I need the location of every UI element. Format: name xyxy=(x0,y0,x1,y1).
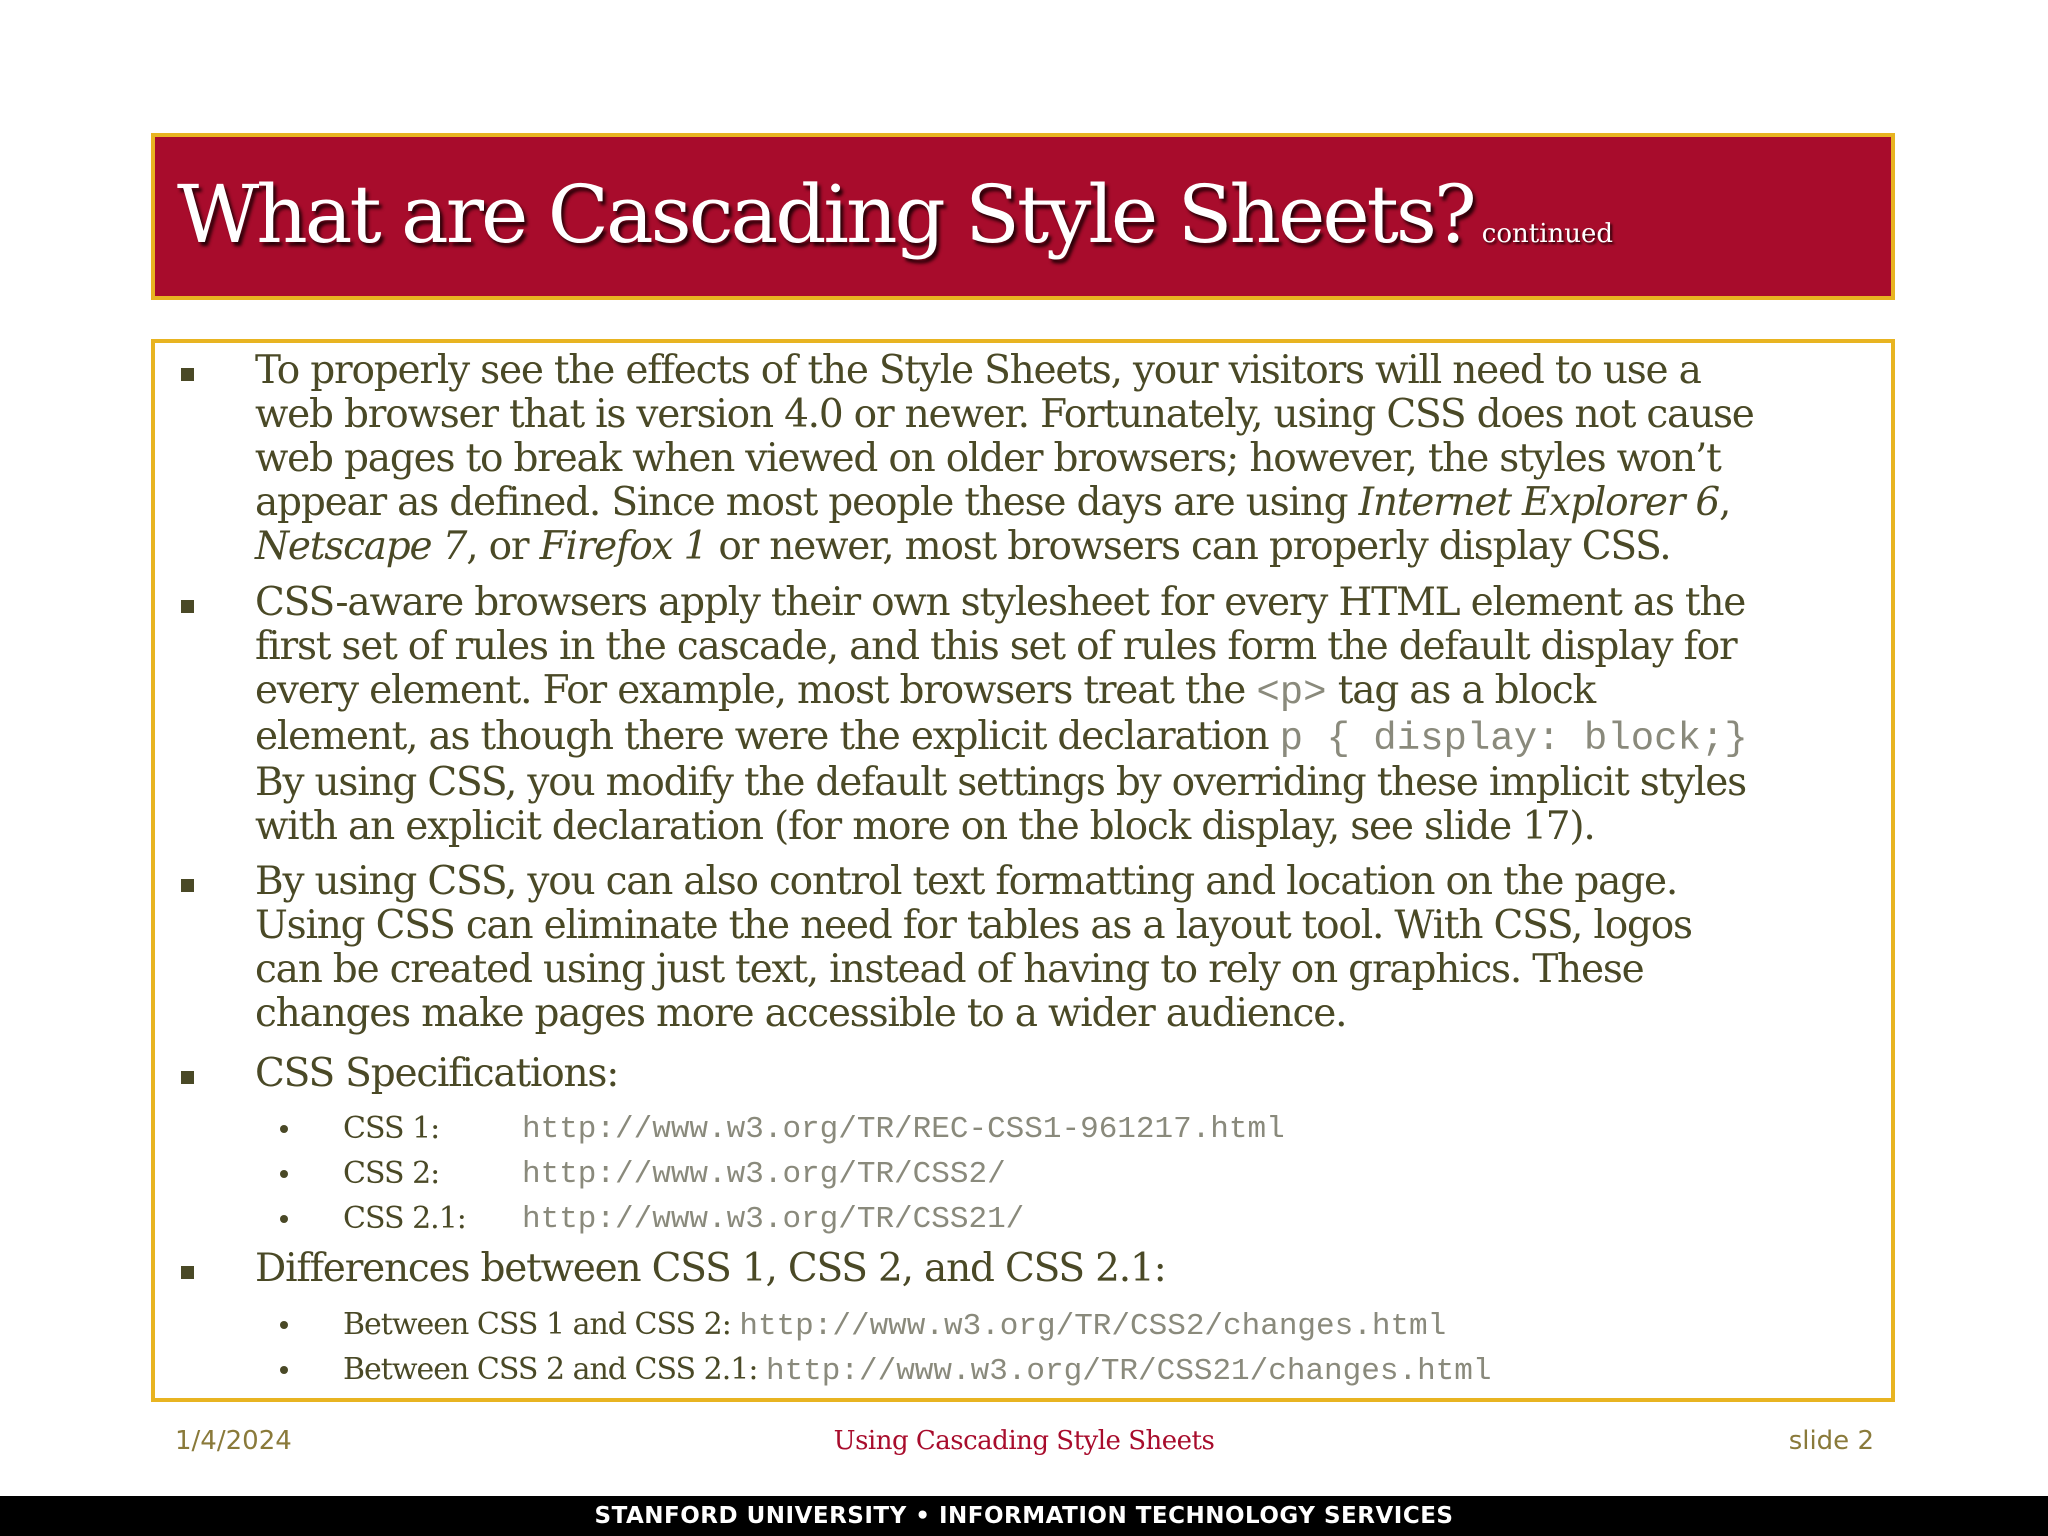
content-box xyxy=(151,339,1895,1402)
bullet-marker xyxy=(181,879,194,892)
paragraph-line xyxy=(255,393,1895,437)
code-snippet: <p> xyxy=(1256,671,1327,715)
paragraph-line xyxy=(255,625,1895,669)
slide-title xyxy=(177,168,1614,261)
spec-label: CSS 1: xyxy=(343,1111,440,1146)
code-snippet: p { display: block;} xyxy=(1279,717,1748,761)
paragraph-line xyxy=(255,805,1895,849)
text-run: element, as though there were the explicit declaration xyxy=(255,714,1280,759)
paragraph-line xyxy=(255,948,1895,992)
footer-presentation-title: Using Cascading Style Sheets xyxy=(833,1426,1215,1456)
text-run: To properly see the effects of the Style Sheets, your visitors will need to use a xyxy=(255,348,1701,393)
paragraph-line xyxy=(255,437,1895,481)
spec-url[interactable]: http://www.w3.org/TR/REC-CSS1-961217.html xyxy=(522,1112,1285,1147)
emphasized-text: Firefox 1 xyxy=(539,524,708,569)
spec-label: CSS 2.1: xyxy=(343,1201,466,1236)
sub-bullet-dot xyxy=(280,1366,288,1374)
difference-label: Between CSS 1 and CSS 2: xyxy=(343,1307,731,1342)
bullet-paragraph xyxy=(255,1247,1895,1291)
sub-bullet-dot xyxy=(280,1321,288,1329)
sub-bullet-dot xyxy=(280,1170,288,1178)
text-run: CSS Specifications: xyxy=(255,1051,619,1096)
sub-bullet-dot xyxy=(280,1215,288,1223)
difference-label: Between CSS 2 and CSS 2.1: xyxy=(343,1352,758,1387)
text-run: tag as a block xyxy=(1326,668,1595,713)
bottom-banner xyxy=(0,1496,2048,1536)
organization-name: STANFORD UNIVERSITY • INFORMATION TECHNOLOGY SERVICES xyxy=(594,1503,1454,1529)
bullet-paragraph xyxy=(255,581,1895,849)
difference-url[interactable]: http://www.w3.org/TR/CSS2/changes.html xyxy=(739,1309,1447,1344)
paragraph-line xyxy=(255,1052,1895,1096)
spec-label: CSS 2: xyxy=(343,1156,440,1191)
title-bar xyxy=(151,133,1895,300)
paragraph-line xyxy=(255,669,1895,715)
emphasized-text: Netscape 7 xyxy=(255,524,467,569)
text-run: CSS-aware browsers apply their own stylesheet for every HTML element as the xyxy=(255,580,1746,625)
spec-url[interactable]: http://www.w3.org/TR/CSS21/ xyxy=(522,1202,1025,1237)
paragraph-line xyxy=(255,992,1895,1036)
slide-title-main: What are Cascading Style Sheets? xyxy=(177,168,1474,261)
difference-item xyxy=(343,1308,1446,1344)
paragraph-line xyxy=(255,481,1895,525)
paragraph-line xyxy=(255,761,1895,805)
text-run: , xyxy=(1718,480,1731,525)
text-run: , or xyxy=(466,524,540,569)
paragraph-line xyxy=(255,860,1895,904)
paragraph-line xyxy=(255,1247,1895,1291)
text-run: appear as defined. Since most people these days are using xyxy=(255,480,1359,525)
text-run: Differences between CSS 1, CSS 2, and CSS 2.1: xyxy=(255,1246,1166,1291)
paragraph-line xyxy=(255,525,1895,569)
text-run: can be created using just text, instead of having to rely on graphics. These xyxy=(255,947,1644,992)
text-run: Using CSS can eliminate the need for tables as a layout tool. With CSS, logos xyxy=(255,903,1692,948)
paragraph-line xyxy=(255,349,1895,393)
paragraph-line xyxy=(255,904,1895,948)
paragraph-line xyxy=(255,715,1895,761)
bullet-paragraph xyxy=(255,860,1895,1036)
bullet-marker xyxy=(181,368,194,381)
text-run: By using CSS, you modify the default settings by overriding these implicit styles xyxy=(255,760,1746,805)
text-run: or newer, most browsers can properly display CSS. xyxy=(707,524,1671,569)
bullet-marker xyxy=(181,1071,194,1084)
text-run: first set of rules in the cascade, and this set of rules form the default display for xyxy=(255,624,1737,669)
bullet-marker xyxy=(181,1266,194,1279)
footer-date: 1/4/2024 xyxy=(175,1426,292,1456)
spec-url[interactable]: http://www.w3.org/TR/CSS2/ xyxy=(522,1157,1006,1192)
text-run: with an explicit declaration (for more on the block display, see slide 17). xyxy=(255,804,1595,849)
slide-title-suffix: continued xyxy=(1481,219,1614,249)
text-run: changes make pages more accessible to a wider audience. xyxy=(255,991,1347,1036)
text-run: By using CSS, you can also control text formatting and location on the page. xyxy=(255,859,1678,904)
sub-bullet-dot xyxy=(280,1125,288,1133)
difference-item xyxy=(343,1353,1492,1389)
text-run: every element. For example, most browsers treat the xyxy=(255,668,1257,713)
paragraph-line xyxy=(255,581,1895,625)
text-run: web browser that is version 4.0 or newer. Fortunately, using CSS does not cause xyxy=(255,392,1754,437)
text-run: web pages to break when viewed on older browsers; however, the styles won’t xyxy=(255,436,1721,481)
difference-url[interactable]: http://www.w3.org/TR/CSS21/changes.html xyxy=(765,1354,1492,1389)
emphasized-text: Internet Explorer 6 xyxy=(1358,480,1719,525)
bullet-paragraph xyxy=(255,1052,1895,1096)
footer-slide-number: slide 2 xyxy=(1788,1426,1874,1456)
bullet-paragraph xyxy=(255,349,1895,569)
bullet-marker xyxy=(181,600,194,613)
